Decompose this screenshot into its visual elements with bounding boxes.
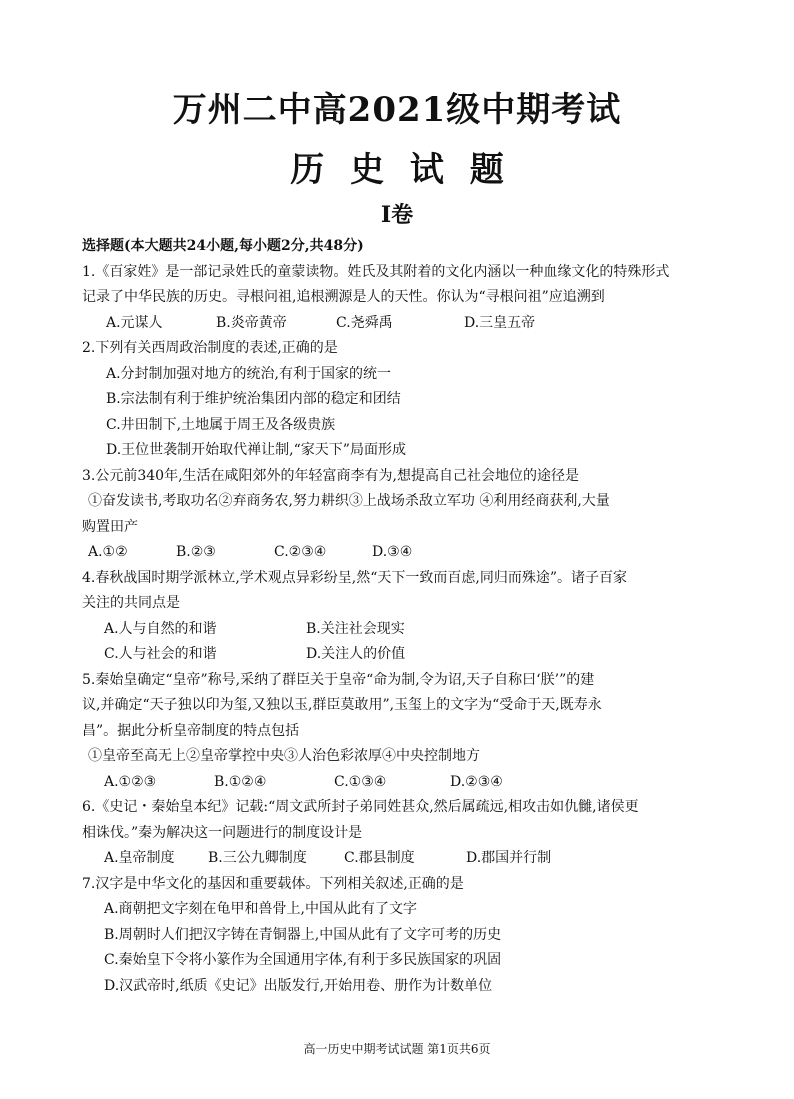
q1-options xyxy=(82,311,722,337)
q3-items-line-2: 购置田产 xyxy=(82,518,138,535)
q7-stem: 7.汉字是中华文化的基因和重要载体。下列相关叙述,正确的是 xyxy=(82,875,464,892)
q1-option-a: A.元谋人 xyxy=(106,314,163,331)
q4-option-a: A.人与自然的和谐 xyxy=(104,620,217,637)
q7-option-d: D.汉武帝时,纸质《史记》出版发行,开始用卷、册作为计数单位 xyxy=(104,977,493,994)
q6-option-a: A.皇帝制度 xyxy=(104,850,175,866)
q5-options xyxy=(82,770,722,796)
q2-stem: 2.下列有关西周政治制度的表述,正确的是 xyxy=(82,340,338,356)
q5-option-a: A.①②③ xyxy=(104,773,157,790)
q2-option-c: C.井田制下,土地属于周王及各级贵族 xyxy=(106,416,336,433)
q5-stem-line-3: 昌”。据此分析皇帝制度的特点包括 xyxy=(82,722,300,739)
q4-options-row-2 xyxy=(82,642,722,668)
q4-option-c: C.人与社会的和谐 xyxy=(104,646,217,662)
q6-stem-line-2: 相诛伐。”秦为解决这一问题进行的制度设计是 xyxy=(82,824,363,841)
q1-stem-line-2: 记录了中华民族的历史。寻根问祖,追根溯源是人的天性。你认为“寻根问祖”应追溯到 xyxy=(82,289,605,305)
q3-options xyxy=(82,540,722,566)
question-body xyxy=(82,234,722,999)
q1-option-b: B.炎帝黄帝 xyxy=(216,314,287,331)
q1-option-d: D.三皇五帝 xyxy=(464,314,536,331)
q3-items-line-1: ①奋发读书,考取功名②弃商务农,努力耕织③上战场杀敌立军功 ④利用经商获利,大量 xyxy=(88,493,610,509)
volume-label: I卷 xyxy=(380,202,414,228)
exam-title: 万州二中高2021级中期考试 xyxy=(172,90,622,130)
q4-option-b: B.关注社会现实 xyxy=(306,620,405,637)
q5-option-c: C.①③④ xyxy=(334,773,387,790)
q5-stem-line-1: 5.秦始皇确定“皇帝”称号,采纳了群臣关于皇帝“命为制,令为诏,天子自称曰‘朕’”的建 xyxy=(82,671,595,688)
section-heading: 选择题(本大题共24小题,每小题2分,共48分) xyxy=(82,238,364,254)
subject-title: 历 史 试 题 xyxy=(290,150,504,190)
q7-option-c: C.秦始皇下令将小篆作为全国通用字体,有利于多民族国家的巩固 xyxy=(104,952,502,968)
q1-option-c: C.尧舜禹 xyxy=(336,314,393,331)
q7-option-b: B.周朝时人们把汉字铸在青铜器上,中国从此有了文字可考的历史 xyxy=(104,926,502,943)
q3-option-c: C.②③④ xyxy=(274,544,327,560)
q4-option-d: D.关注人的价值 xyxy=(306,646,406,662)
q5-option-b: B.①②④ xyxy=(214,773,267,790)
q3-option-b: B.②③ xyxy=(176,544,216,560)
q5-option-d: D.②③④ xyxy=(450,773,503,790)
q6-options xyxy=(82,846,722,872)
page-footer: 高一历史中期考试试题 第1页共6页 xyxy=(303,1042,491,1056)
q4-stem-line-2: 关注的共同点是 xyxy=(82,595,180,611)
q7-option-a: A.商朝把文字刻在龟甲和兽骨上,中国从此有了文字 xyxy=(104,901,418,917)
q4-stem-line-1: 4.春秋战国时期学派林立,学术观点异彩纷呈,然“天下一致而百虑,同归而殊途”。诸子百家 xyxy=(82,569,628,586)
q2-option-a: A.分封制加强对地方的统治,有利于国家的统一 xyxy=(106,365,392,382)
q6-option-b: B.三公九卿制度 xyxy=(208,850,307,866)
q6-option-c: C.郡县制度 xyxy=(344,850,415,866)
q5-stem-line-2: 议,并确定“天子独以印为玺,又独以玉,群臣莫敢用”,玉玺上的文字为“受命于天,既寿永 xyxy=(82,697,602,713)
q3-stem: 3.公元前340年,生活在咸阳郊外的年轻富商李有为,想提高自己社会地位的途径是 xyxy=(82,467,579,484)
q2-option-b: B.宗法制有利于维护统治集团内部的稳定和团结 xyxy=(106,391,401,407)
q4-options-row-1 xyxy=(82,617,722,643)
q2-option-d: D.王位世袭制开始取代禅让制,“家天下”局面形成 xyxy=(106,442,406,458)
q1-stem-line-1: 1.《百家姓》是一部记录姓氏的童蒙读物。姓氏及其附着的文化内涵以一种血缘文化的特殊形式 xyxy=(82,263,670,280)
q5-items: ①皇帝至高无上②皇帝掌控中央③人治色彩浓厚④中央控制地方 xyxy=(88,748,480,764)
q3-option-a: A.①② xyxy=(88,544,128,560)
q6-stem-line-1: 6.《史记・秦始皇本纪》记载:“周文武所封子弟同姓甚众,然后属疏远,相攻击如仇雠,诸侯更 xyxy=(82,799,639,815)
q6-option-d: D.郡国并行制 xyxy=(466,850,552,866)
q3-option-d: D.③④ xyxy=(372,544,413,560)
